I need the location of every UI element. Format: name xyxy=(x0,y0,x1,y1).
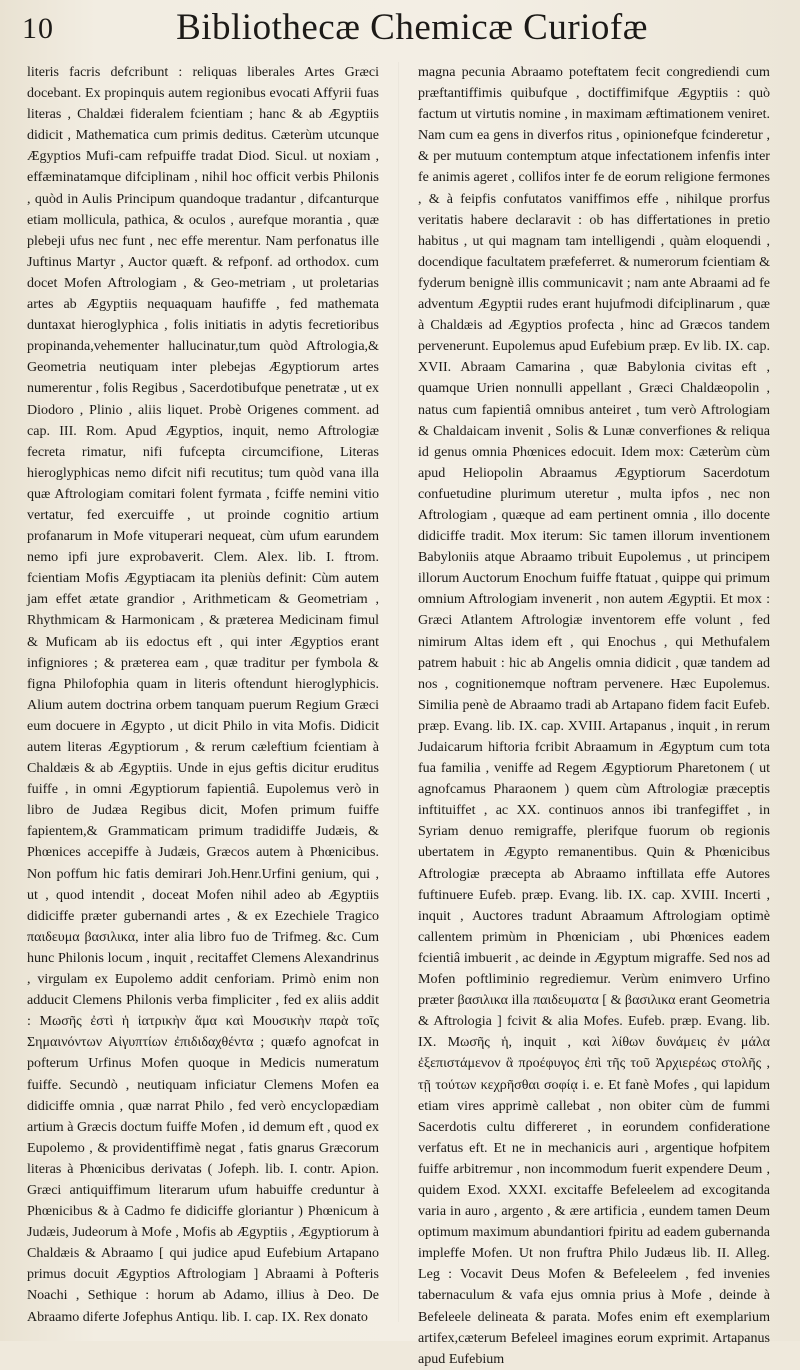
page-header xyxy=(22,6,762,50)
column-gutter xyxy=(398,62,399,1322)
left-column-text: literis facris defcribunt : reliquas liberales Artes Græci docebant. Ex propinquis autem regionibus evocati Affyrii fuas literas , Chaldæi fideralem fcientiam ; hanc & ab Ægyptiis didicit , Mathematica cum primis deditus. Cæterùm utcunque Ægyptios Mufi-cam refpuiffe tradat Diod. Sicul. ut noxiam , effæminatamque difciplinam , nihil hoc officit verbis Philonis , quòd in Aulis Principum quandoque tradantur , difcanturque etiam mollicula, pathica, & oculos , aurefque morantia , quæ plebeji ufus nec funt , nec effe merentur. Nam perfonatus ille Juftinus Martyr , Auctor quæft. & refponf. ad orthodox. cum docet Mofen Aftrologiam , & Geo-metriam , ut proletarias artes ab Ægyptiis nequaquam haufiffe , fed mathemata duntaxat hieroglyphica , folis initiatis in adytis fecretioribus propinanda,vehementer hallucinatur,tum quòd Aftrologia,& Geometria neutiquam inter plebejas Ægyptiorum artes numerentur , folis Regibus , Sacerdotibufque penetratæ , ut ex Diodoro , Plinio , aliis liquet. Probè Origenes comment. ad cap. III. Rom. Apud Ægyptios, inquit, nemo Aftrologiæ fecreta rimatur, nifi fufcepta circumcifione, Literas hieroglyphicas nemo difcit nifi recutitus; tum quòd vana illa quæ Aftrologiam comitari folent fyrmata , fciffe nemini vitio vertatur, fed exercuiffe , ut proinde cognitio artium profanarum in Mofe vituperari nequeat, cùm ufum earundem nemo ipfi jure exprobaverit. Clem. Alex. lib. I. ftrom. fcientiam Mofis Ægyptiacam ita pleniùs definit: Cùm autem jam effet ætate grandior , Arithmeticam & Geometriam , Rhythmicam & Harmonicam , & præterea Medicinam fimul & Muficam ab iis edoctus eft , qui inter Ægyptios erant infigniores ; & præterea eam , quæ traditur per fymbola & figna Philofophia quam in literis oftendunt hieroglyphicis. Alium autem doctrina orbem tanquam puerum Regium Græci eum docuere in Ægypto , ut dicit Philo in vita Mofis. Didicit autem literas Ægyptiorum , & rerum cæleftium fcientiam à Chaldæis & ab Ægyptiis. Unde in ejus geftis dicitur eruditus fuiffe , in omni Ægyptiorum fapientiâ. Eupolemus verò in libro de Judæa Regibus dicit, Mofen primum fuiffe fapientem,& Grammaticam primum tradidiffe Judæis, & Phœnices accepiffe à Judæis, Græcos autem à Phœnicibus. Non poffum hic fatis demirari Joh.Henr.Urfini genium, qui , ut , quod intendit , doceat Mofen nihil adeo ab Ægyptiis didiciffe præter gubernandi artes , & ex Ezechiele Tragico παιδευμα βασιλικα, inter alia libro fuo de Trifmeg. &c. Cum hunc Philonis locum , inquit , recitaffet Clemens Alexandrinus , virgulam ex Eupolemo addit cenforiam. Primò enim non adducit Clemens Philonis verba fimpliciter , fed ex aliis addit : Μωσῆς ἐστὶ ἡ ἰατρικὴν ἅμα καὶ Μουσικὴν παρὰ τοῖς Σημαινόντων Αἰγυπτίων ἐπιδιδαχθέντα ; quæfo agnofcat in pofterum Urfinus Mofen quoque in Medicis numeratum fuiffe. Secundò , neutiquam inficiatur Clemens Mofen ea didiciffe omnia , quæ narrat Philo , fed verò encyclopædiam artium à Græcis doctum fuiffe Mofen , id demum eft , quod ex Eupolemo , & providentiffimè negat , fatis gnarus Græcorum literas à Phœnicibus derivatas ( Jofeph. lib. I. contr. Apion. Græci antiquiffimum literarum ufum habuiffe creduntur à Phœnicibus & à Cadmo fe didiciffe gloriantur ) Phœnicum à Judæis, Judeorum à Mofe , Mofis ab Ægyptiis , Ægyptiorum à Chaldæis & Abraamo [ qui judice apud Eufebium Artapano primus docuit Ægyptios Aftrologiam ] Abraami à Pofteris Noachi , Sethique : horum ab Adamo, illius à Deo. De Abraamo diferte Jofephus Antiqu. lib. I. cap. IX. Rex donato xyxy=(27,64,379,1325)
left-column xyxy=(27,62,379,1332)
right-column-text: magna pecunia Abraamo poteftatem fecit congrediendi cum præftantiffimis quibufque , doctiffimifque Ægyptiis : quò factum ut virtutis nomine , in maximam æftimationem veniret. Nam cum ea gens in diverfos ritus , opinionefque fcinderetur , & per mutuum contemptum atque infectationem infenfis inter fe animis ageret , collifos inter fe de eorum religione fermones , & à feipfis confutatos vaniffimos effe , nihilque prorfus veritatis habere declaravit : ob has differtationes in pretio habitus , ut qui magnam tam intelligendi , quàm eloquendi , docendique facultatem præfeferret. & numerorum fcientiam & fyderum benignè illis communicavit ; nam ante Abraami ad fe adventum Ægyptii rudes erant hujufmodi difciplinarum , quæ à Chaldæis ad Ægyptios profecta , hinc ad Græcos tandem pervenerunt. Eupolemus apud Eufebium præp. Ev lib. IX. cap. XVII. Abraam Camarina , quæ Babylonia civitas eft , quamque Urien nonnulli appellant , Græci Chaldæopolin , natus cum fapientiâ omnibus anteiret , tum verò Aftrologiam & Chaldaicam invenit , Solis & Lunæ converfiones & reliqua id genus omnia Phœnices edocuit. Idem mox: Cæterùm cùm apud Heliopolin Abraamus Ægyptiorum Sacerdotum confuetudine plurimum uteretur , multa ipfos , nec non Aftrologiam , quæque ad eam pertinent omnia , illo docente didiciffe tradit. Mox iterum: Sic tamen illorum inventionem Babyloniis atque Abraamo tribuit Eupolemus , ut principem illorum Auctorum Enochum fuiffe ftatuat , quippe qui primum omnium Aftrologiam invenerit , non autem Ægyptii. Et mox : Græci Atlantem Aftrologiæ inventorem effe volunt , fed nimirum Altas idem eft , qui Enochus , qui Methufalem patrem habuit : hic ab Angelis omnia didicit , quæ tandem ad nos , cognitionemque noftram pervenere. Hæc Eupolemus. Similia penè de Abraamo tradi ab Artapano fidem facit Eufeb. præp. Evang. lib. IX. cap. XVIII. Artapanus , inquit , in rerum Judaicarum hiftoria fcribit Abraamum in Ægyptum cum tota fua familia , veniffe ad Regem Ægyptiorum Pharetonem ( ut agnofcamus Pharaonem ) quem cùm Aftrologiæ præceptis inftituiffet , ac XX. continuos annos ibi tranfegiffet , in Syriam denuo remigraffe, plerifque fuorum ob regionis ubertatem in Ægypto remanentibus. Quin & Phœnicibus Aftrologiæ præcepta ab Abraamo inftillata effe Autores fuftinuere Eufeb. præp. Evang. lib. IX. cap. XVIII. Incerti , inquit , Auctores tradunt Abraamum Aftrologiam optimè callentem primùm in Phœniciam , ubi Phœnices eadem fcientiâ imbuerit , ac deinde in Ægyptum migraffe. Sed nos ad Mofen poftliminio regrediemur. Verùm enimvero Urfino præter βασιλικα illa παιδευματα [ & βασιλικα erant Geometria & Aftrologia ] fcivit & alia Mofes. Eufeb. præp. Evang. lib. IX. Μωσῆς ἡ, inquit , καὶ λίθων δυνάμεις ἐν μάλα ἐξεπιστάμενον ἃ προέφυγος ἐπὶ τῆς τοῦ Ἀρχιερέως στολῆς , τῇ τούτων κεχρῆσθαι σοφίᾳ i. e. Et fanè Mofes , qui lapidum etiam vires apprimè callebat , non obiter cùm de fummi Sacerdotis cultu differeret , in eorundem confideratione verfatus eft. Et ne in mechanicis auri , argentique hofpitem fuiffe arbitremur , non incommodum fuerit expendere Deum , quidem Exod. XXXI. excitaffe Befeleelem ad excogitanda varia in auro , argento , & ære artificia , eundem tamen Deum optimum maximum abundantiori fpiritu ad eadem gubernanda impleffe Mofen. Ut non fruftra Philo Judæus lib. II. Alleg. Leg : Vocavit Deus Mofen & Befeleelem , fed invenies tabernaculum & vafa ejus omnia prius à Mofe , deinde à Befeleele delineata & parata. Mofes enim eft exemplarium artifex,cæterum Befeleel imagines eorum exprimit. Artapanus apud Eufebium xyxy=(418,64,770,1367)
right-column xyxy=(418,62,770,1367)
page-number: 10 xyxy=(22,12,54,45)
running-title: Bibliothecæ Chemicæ Curiofæ xyxy=(176,7,648,48)
